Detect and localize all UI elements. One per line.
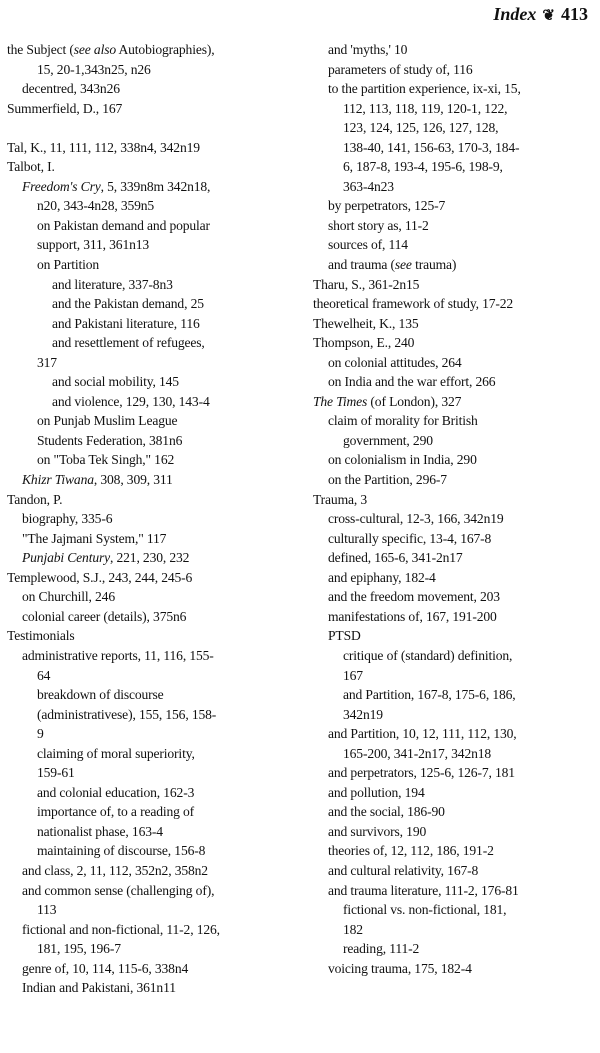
entry-text: theoretical framework of study, 17-22 xyxy=(313,296,514,312)
index-subentry xyxy=(7,822,307,842)
entry-text: and resettlement of refugees, xyxy=(52,335,205,351)
entry-text: on colonialism in India, 290 xyxy=(328,452,477,468)
index-subentry xyxy=(313,60,598,80)
entry-text: fictional vs. non-fictional, 181, xyxy=(343,902,507,918)
entry-text: PTSD xyxy=(328,628,361,644)
entry-text: decentred, 343n26 xyxy=(22,81,120,97)
entry-text: reading, 111-2 xyxy=(343,941,420,957)
index-column-left xyxy=(7,40,307,998)
entry-text: Tandon, P. xyxy=(7,491,63,507)
index-subentry xyxy=(7,646,307,666)
index-subentry xyxy=(7,294,307,314)
index-subentry xyxy=(313,666,598,686)
index-subentry xyxy=(7,881,307,901)
index-subentry xyxy=(7,548,307,568)
entry-text: "The Jajmani System," 117 xyxy=(22,530,167,546)
index-subentry xyxy=(7,841,307,861)
entry-text: , 308, 309, 311 xyxy=(93,472,173,488)
italic-title-text: see also xyxy=(73,42,116,57)
entry-text: on Punjab Muslim League xyxy=(37,413,178,429)
index-subentry xyxy=(7,392,307,412)
index-subentry xyxy=(7,920,307,940)
index-subentry xyxy=(7,509,307,529)
entry-text: on Churchill, 246 xyxy=(22,589,115,605)
index-subentry xyxy=(313,509,598,529)
entry-text: genre of, 10, 114, 115-6, 338n4 xyxy=(22,960,189,976)
entry-text: Templewood, S.J., 243, 244, 245-6 xyxy=(7,569,193,585)
entry-text: importance of, to a reading of xyxy=(37,804,195,820)
entry-text: and common sense (challenging of), xyxy=(22,882,215,898)
index-subentry xyxy=(313,79,598,99)
index-subentry xyxy=(313,548,598,568)
index-subentry xyxy=(7,450,307,470)
entry-text: 123, 124, 125, 126, 127, 128, xyxy=(343,120,499,136)
index-subentry xyxy=(313,822,598,842)
index-heading-entry xyxy=(313,333,598,353)
entry-text: and class, 2, 11, 112, 352n2, 358n2 xyxy=(22,862,208,878)
italic-title-text: see xyxy=(394,257,412,273)
italic-title-text: Khizr Tiwana xyxy=(22,472,94,488)
entry-text: fictional and non-fictional, 11-2, 126, xyxy=(22,921,220,937)
entry-text: colonial career (details), 375n6 xyxy=(22,608,187,624)
entry-text: the Subject ( xyxy=(7,42,74,57)
entry-text: 181, 195, 196-7 xyxy=(37,941,121,957)
index-subentry xyxy=(7,255,307,275)
entry-text: 363-4n23 xyxy=(343,178,394,194)
index-subentry xyxy=(313,841,598,861)
entry-text: on "Toba Tek Singh," 162 xyxy=(37,452,175,468)
italic-title-text: Punjabi Century xyxy=(22,550,110,566)
index-subentry xyxy=(7,978,307,998)
entry-text: support, 311, 361n13 xyxy=(37,237,150,253)
index-heading-entry xyxy=(313,314,598,334)
index-subentry xyxy=(7,411,307,431)
index-subentry xyxy=(7,372,307,392)
index-subentry xyxy=(313,177,598,197)
index-heading-entry xyxy=(313,294,598,314)
entry-text: and trauma ( xyxy=(328,257,395,273)
index-subentry xyxy=(7,235,307,255)
entry-text: short story as, 11-2 xyxy=(328,217,429,233)
index-subentry xyxy=(313,881,598,901)
entry-text: cross-cultural, 12-3, 166, 342n19 xyxy=(328,511,504,527)
italic-title-text: The Times xyxy=(313,393,368,409)
index-subentry xyxy=(313,802,598,822)
entry-text: Summerfield, D., 167 xyxy=(7,100,123,116)
italic-title-text: Freedom's Cry xyxy=(22,178,101,194)
index-subentry xyxy=(313,529,598,549)
entry-text: , 221, 230, 232 xyxy=(110,550,190,566)
index-subentry xyxy=(313,861,598,881)
index-subentry xyxy=(7,744,307,764)
index-subentry xyxy=(7,802,307,822)
entry-text: Thompson, E., 240 xyxy=(313,335,415,351)
index-subentry xyxy=(313,783,598,803)
entry-text: and survivors, 190 xyxy=(328,823,427,839)
index-heading-entry xyxy=(7,99,307,119)
index-subentry xyxy=(313,568,598,588)
index-subentry xyxy=(313,607,598,627)
entry-text: 6, 187-8, 193-4, 195-6, 198-9, xyxy=(343,159,503,175)
index-subentry xyxy=(313,744,598,764)
index-subentry xyxy=(7,60,307,80)
index-subentry xyxy=(7,763,307,783)
entry-text: and literature, 337-8n3 xyxy=(52,276,173,292)
index-subentry xyxy=(313,900,598,920)
entry-text: Indian and Pakistani, 361n11 xyxy=(22,980,176,996)
index-heading-entry xyxy=(313,392,598,412)
entry-text: Tal, K., 11, 111, 112, 338n4, 342n19 xyxy=(7,139,200,155)
index-subentry xyxy=(313,118,598,138)
index-heading-entry xyxy=(7,626,307,646)
entry-text: 9 xyxy=(37,726,44,742)
index-subentry xyxy=(313,353,598,373)
entry-text: defined, 165-6, 341-2n17 xyxy=(328,550,463,566)
entry-text: 317 xyxy=(37,354,57,370)
entry-text: and Partition, 167-8, 175-6, 186, xyxy=(343,687,516,703)
index-subentry xyxy=(313,763,598,783)
index-subentry xyxy=(313,724,598,744)
entry-text: and the Pakistan demand, 25 xyxy=(52,296,204,312)
entry-text: Students Federation, 381n6 xyxy=(37,432,183,448)
entry-text: 64 xyxy=(37,667,51,683)
entry-text: and the social, 186-90 xyxy=(328,804,445,820)
entry-text: 182 xyxy=(343,921,363,937)
entry-text: administrative reports, 11, 116, 155- xyxy=(22,647,214,663)
entry-text: breakdown of discourse xyxy=(37,687,164,703)
entry-text: claim of morality for British xyxy=(328,413,478,429)
entry-text: and cultural relativity, 167-8 xyxy=(328,862,479,878)
index-subentry xyxy=(7,177,307,197)
index-subentry xyxy=(313,411,598,431)
index-heading-entry xyxy=(7,568,307,588)
index-subentry xyxy=(313,450,598,470)
entry-text: 112, 113, 118, 119, 120-1, 122, xyxy=(343,100,508,116)
index-subentry xyxy=(7,959,307,979)
index-subentry xyxy=(313,587,598,607)
entry-spacer xyxy=(7,118,307,138)
index-subentry xyxy=(313,196,598,216)
index-subentry xyxy=(313,646,598,666)
index-subentry xyxy=(7,607,307,627)
entry-text: sources of, 114 xyxy=(328,237,408,253)
index-subentry xyxy=(7,333,307,353)
index-subentry xyxy=(313,255,598,275)
entry-text: , 5, 339n8m 342n18, xyxy=(100,178,211,194)
index-subentry xyxy=(7,196,307,216)
entry-text: by perpetrators, 125-7 xyxy=(328,198,446,214)
entry-text: and epiphany, 182-4 xyxy=(328,569,436,585)
entry-text: and trauma literature, 111-2, 176-81 xyxy=(328,882,519,898)
entry-text: 159-61 xyxy=(37,765,75,781)
entry-text: and pollution, 194 xyxy=(328,784,425,800)
entry-text: 113 xyxy=(37,902,57,918)
index-subentry xyxy=(313,705,598,725)
index-subentry xyxy=(7,587,307,607)
entry-text: biography, 335-6 xyxy=(22,511,113,527)
index-subentry xyxy=(313,939,598,959)
index-heading-entry xyxy=(7,157,307,177)
running-header xyxy=(493,3,588,27)
entry-text: manifestations of, 167, 191-200 xyxy=(328,608,497,624)
index-subentry xyxy=(7,353,307,373)
index-heading-entry xyxy=(7,138,307,158)
index-subentry xyxy=(7,79,307,99)
index-subentry xyxy=(313,920,598,940)
index-subentry xyxy=(7,529,307,549)
index-subentry xyxy=(313,959,598,979)
entry-text: and Partition, 10, 12, 111, 112, 130, xyxy=(328,726,517,742)
entry-text: culturally specific, 13-4, 167-8 xyxy=(328,530,492,546)
entry-text: trauma) xyxy=(411,257,457,273)
index-subentry xyxy=(313,138,598,158)
index-subentry xyxy=(7,275,307,295)
entry-text: on Partition xyxy=(37,257,100,273)
entry-text: claiming of moral superiority, xyxy=(37,745,195,761)
entry-text: Talbot, I. xyxy=(7,159,55,175)
index-subentry xyxy=(313,99,598,119)
index-subentry xyxy=(7,861,307,881)
index-subentry xyxy=(313,372,598,392)
index-heading-entry xyxy=(7,490,307,510)
fleuron-ornament-icon: ❦ xyxy=(542,8,555,24)
entry-text: on Pakistan demand and popular xyxy=(37,217,210,233)
entry-text: and 'myths,' 10 xyxy=(328,42,408,57)
index-subentry xyxy=(7,724,307,744)
index-subentry xyxy=(313,235,598,255)
index-subentry xyxy=(7,314,307,334)
running-head-title: Index xyxy=(493,4,537,24)
index-subentry xyxy=(7,705,307,725)
entry-text: 342n19 xyxy=(343,706,383,722)
index-subentry xyxy=(7,470,307,490)
index-subentry xyxy=(7,431,307,451)
entry-text: Thewelheit, K., 135 xyxy=(313,315,419,331)
entry-text: and perpetrators, 125-6, 126-7, 181 xyxy=(328,765,515,781)
entry-text: government, 290 xyxy=(343,432,433,448)
entry-text: 165-200, 341-2n17, 342n18 xyxy=(343,745,492,761)
index-subentry xyxy=(313,470,598,490)
index-column-right xyxy=(313,40,598,978)
entry-text: to the partition experience, ix-xi, 15, xyxy=(328,81,521,97)
entry-text: on the Partition, 296-7 xyxy=(328,472,447,488)
index-subentry xyxy=(7,216,307,236)
entry-text: 167 xyxy=(343,667,363,683)
index-subentry xyxy=(313,40,598,60)
entry-text: and violence, 129, 130, 143-4 xyxy=(52,393,210,409)
entry-text: 15, 20-1,343n25, n26 xyxy=(37,61,151,77)
entry-text: Tharu, S., 361-2n15 xyxy=(313,276,420,292)
page-number: 413 xyxy=(561,4,588,24)
entry-text: theories of, 12, 112, 186, 191-2 xyxy=(328,843,494,859)
index-subentry xyxy=(7,783,307,803)
index-subentry xyxy=(313,431,598,451)
index-subentry xyxy=(7,900,307,920)
entry-text: 138-40, 141, 156-63, 170-3, 184- xyxy=(343,139,520,155)
index-subentry xyxy=(7,939,307,959)
entry-text: and Pakistani literature, 116 xyxy=(52,315,200,331)
entry-text: Testimonials xyxy=(7,628,75,644)
index-subentry xyxy=(7,666,307,686)
entry-text: maintaining of discourse, 156-8 xyxy=(37,843,206,859)
entry-text: on colonial attitudes, 264 xyxy=(328,354,462,370)
index-heading-entry xyxy=(313,490,598,510)
entry-text: and colonial education, 162-3 xyxy=(37,784,195,800)
entry-text: on India and the war effort, 266 xyxy=(328,374,496,390)
entry-text: parameters of study of, 116 xyxy=(328,61,473,77)
index-subentry xyxy=(313,216,598,236)
entry-text: and the freedom movement, 203 xyxy=(328,589,500,605)
entry-text: critique of (standard) definition, xyxy=(343,647,513,663)
entry-text: Autobiographies), xyxy=(115,42,215,57)
entry-text: (of London), 327 xyxy=(367,393,462,409)
entry-text: nationalist phase, 163-4 xyxy=(37,823,163,839)
index-subentry xyxy=(313,626,598,646)
entry-text: Trauma, 3 xyxy=(313,491,368,507)
entry-text: and social mobility, 145 xyxy=(52,374,179,390)
entry-text: (administrativese), 155, 156, 158- xyxy=(37,706,217,722)
index-subentry xyxy=(7,685,307,705)
index-heading-entry xyxy=(313,275,598,295)
entry-text: n20, 343-4n28, 359n5 xyxy=(37,198,155,214)
index-subentry xyxy=(313,685,598,705)
index-heading-entry xyxy=(7,40,307,60)
entry-text: voicing trauma, 175, 182-4 xyxy=(328,960,472,976)
index-subentry xyxy=(313,157,598,177)
